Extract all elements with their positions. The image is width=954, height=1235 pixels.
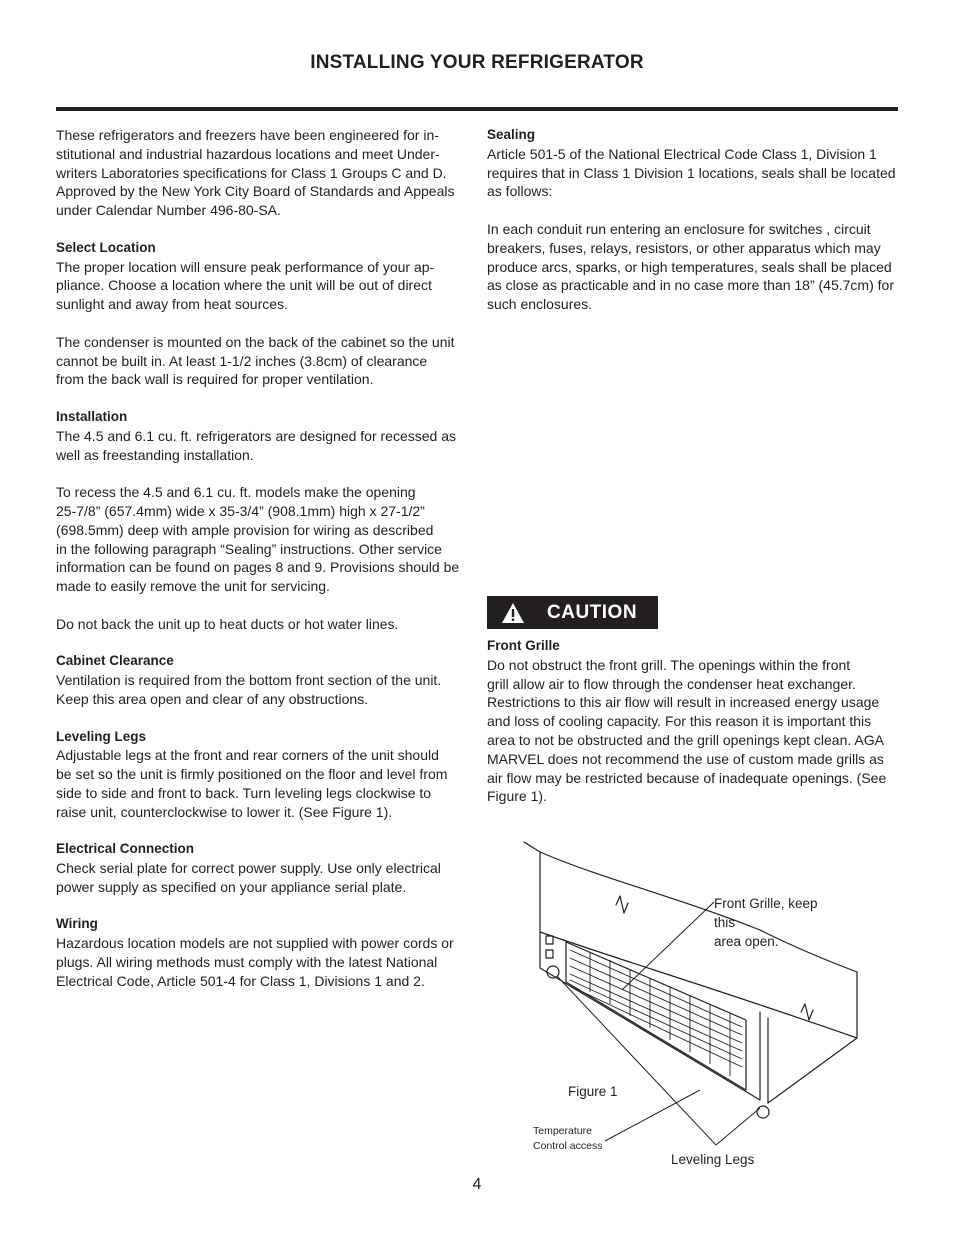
cabinet-clearance-heading: Cabinet Clearance xyxy=(56,653,174,669)
text-line: information can be found on pages 8 and 9. Provisions should be xyxy=(56,559,460,576)
page-title: INSTALLING YOUR REFRIGERATOR xyxy=(310,52,644,73)
text-line: Approved by the New York City Board of Standards and Appeals xyxy=(56,183,455,200)
text-line: Restrictions to this air flow will result in increased energy usage xyxy=(487,694,880,711)
text-line: grill allow air to flow through the condenser heat exchanger. xyxy=(487,675,856,692)
text-line: These refrigerators and freezers have been engineered for in- xyxy=(56,127,439,143)
right-column xyxy=(487,126,899,314)
intro-paragraph xyxy=(56,126,468,220)
sealing-heading: Sealing xyxy=(487,127,536,142)
text-line: MARVEL does not recommend the use of custom made grills as xyxy=(487,750,884,767)
text-line: Electrical Code, Article 501-4 for Class 1, Divisions 1 and 2. xyxy=(56,972,425,989)
text-line: The proper location will ensure peak performance of your ap- xyxy=(56,258,435,275)
text-line: as follows: xyxy=(487,183,553,200)
cabinet-clearance-paragraph xyxy=(56,671,468,709)
text-line: The condenser is mounted on the back of the cabinet so the unit xyxy=(56,333,455,350)
text-line: and loss of cooling capacity. For this reason it is important this xyxy=(487,713,872,730)
text-line: raise unit, counterclockwise to lower it. (See Figure 1). xyxy=(56,803,393,820)
text-line: area open. xyxy=(714,933,779,949)
text-line: air flow may be restricted because of inadequate openings. (See xyxy=(487,769,887,786)
text-line: in the following paragraph “Sealing” instructions. Other service xyxy=(56,540,442,557)
text-line: 25-7/8” (657.4mm) wide x 35-3/4” (908.1mm) high x 27-1/2” xyxy=(56,502,425,519)
text-line: sunlight and away from heat sources. xyxy=(56,296,288,313)
text-line: produce arcs, sparks, or high temperatures, seals shall be placed xyxy=(487,258,892,275)
text-line: well as freestanding installation. xyxy=(56,446,254,463)
text-line: as close as practicable and in no case more than 18” (45.7cm) for xyxy=(487,277,894,294)
text-line: stitutional and industrial hazardous locations and meet Under- xyxy=(56,145,440,162)
page-number: 4 xyxy=(472,1176,482,1193)
text-line: Adjustable legs at the front and rear corners of the unit should xyxy=(56,747,439,764)
text-line: The 4.5 and 6.1 cu. ft. refrigerators are designed for recessed as xyxy=(56,427,456,444)
text-line: cannot be built in. At least 1-1/2 inches (3.8cm) of clearance xyxy=(56,352,428,369)
text-line: In each conduit run entering an enclosure for switches , circuit xyxy=(487,220,871,237)
text-line: breakers, fuses, relays, resistors, or other apparatus which may xyxy=(487,239,881,256)
electrical-connection-heading: Electrical Connection xyxy=(56,841,195,857)
select-location-heading: Select Location xyxy=(56,239,156,255)
text-line: area to not be obstructed and the grill openings kept clean. AGA xyxy=(487,731,884,748)
text-line: from the back wall is required for proper ventilation. xyxy=(56,371,374,388)
text-line: Control access xyxy=(533,1139,603,1152)
text-line: writers Laboratories specifications for Class 1 Groups C and D. xyxy=(56,164,447,181)
left-column xyxy=(56,126,468,991)
text-line: Hazardous location models are not supplied with power cords or xyxy=(56,935,454,952)
text-line: Front Grille, keep xyxy=(714,896,818,911)
wiring-paragraph xyxy=(56,934,468,990)
text-line: requires that in Class 1 Division 1 locations, seals shall be located xyxy=(487,164,896,181)
text-line: Figure 1). xyxy=(487,788,547,805)
text-line: (698.5mm) deep with ample provision for wiring as described xyxy=(56,521,434,538)
caution-label: CAUTION xyxy=(547,601,638,623)
text-line: this xyxy=(714,914,736,930)
electrical-connection-paragraph xyxy=(56,859,468,897)
text-line: Do not back the unit up to heat ducts or hot water lines. xyxy=(56,615,399,632)
text-line: Keep this area open and clear of any obstructions. xyxy=(56,690,369,707)
text-line: Temperature xyxy=(533,1125,592,1137)
text-line: Do not obstruct the front grill. The openings within the front xyxy=(487,656,851,673)
front-grille-section xyxy=(487,637,899,806)
caution-banner xyxy=(487,596,658,629)
installation-paragraph-1 xyxy=(56,427,468,465)
select-location-paragraph-2 xyxy=(56,333,468,389)
text-line: power supply as specified on your appliance serial plate. xyxy=(56,878,407,895)
front-grille-heading: Front Grille xyxy=(487,638,560,653)
text-line: plugs. All wiring methods must comply with the latest National xyxy=(56,954,438,971)
warning-icon xyxy=(501,602,525,624)
header-rule xyxy=(56,107,898,111)
text-line: under Calendar Number 496-80-SA. xyxy=(56,202,281,219)
leveling-legs-paragraph xyxy=(56,746,468,821)
wiring-heading: Wiring xyxy=(56,916,98,932)
text-line: Article 501-5 of the National Electrical Code Class 1, Division 1 xyxy=(487,145,877,162)
text-line: Check serial plate for correct power supply. Use only electrical xyxy=(56,860,441,877)
front-grille-callout xyxy=(714,895,844,951)
installation-paragraph-2 xyxy=(56,483,468,596)
text-line: To recess the 4.5 and 6.1 cu. ft. models make the opening xyxy=(56,484,416,501)
temperature-control-callout xyxy=(533,1124,602,1153)
text-line: side to side and front to back. Turn leveling legs clockwise to xyxy=(56,784,432,801)
sealing-paragraph-2 xyxy=(487,220,899,314)
installation-heading: Installation xyxy=(56,408,128,424)
front-grille-paragraph xyxy=(487,656,899,806)
select-location-paragraph-1 xyxy=(56,258,468,314)
leveling-legs-heading: Leveling Legs xyxy=(56,728,147,744)
leveling-legs-callout: Leveling Legs xyxy=(671,1152,755,1167)
text-line: Ventilation is required from the bottom front section of the unit. xyxy=(56,672,442,689)
text-line: be set so the unit is firmly positioned on the floor and level from xyxy=(56,766,448,783)
text-line: pliance. Choose a location where the unit will be out of direct xyxy=(56,277,432,294)
figure-caption: Figure 1 xyxy=(568,1084,618,1099)
sealing-paragraph-1 xyxy=(487,145,899,201)
text-line: made to easily remove the unit for servicing. xyxy=(56,578,330,595)
installation-paragraph-3 xyxy=(56,615,468,634)
text-line: such enclosures. xyxy=(487,296,593,313)
